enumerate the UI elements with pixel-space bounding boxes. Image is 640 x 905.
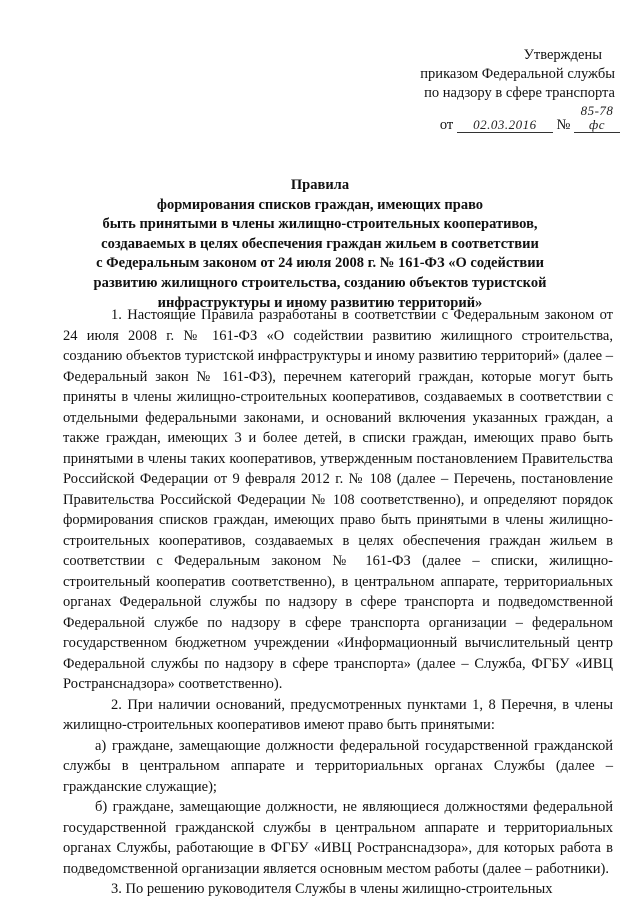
paragraph-2b: б) граждане, замещающие должности, не являющиеся должностями федеральной государственной гражданской службы в центральном аппарате и территориальных органах Службы, работающие в ФГБУ «ИВЦ Ространснадзора», для которых работа в подведомственной организации является основным местом работы (далее – работники).: [63, 799, 613, 877]
paragraph-1: 1. Настоящие Правила разработаны в соответствии с Федеральным законом от 24 июля 2008 г. № 161-ФЗ «О содействии развитию жилищного строительства, созданию объектов туристской инфраструктуры и иному развитию территорий» (далее – Федеральный закон № 161-ФЗ), перечнем категорий граждан, которые могут быть приняты в члены жилищно-строительных кооперативов, создаваемых в соответствии с отдельными федеральными законами, и оснований включения указанных граждан, а также граждан, имеющих 3 и более детей, в списки граждан, имеющих право быть принятыми в члены таких кооперативов, утвержденным постановлением Правительства Российской Федерации от 9 февраля 2012 г. № 108 (далее – Перечень, постановление Правительства Российской Федерации № 108 соответственно), и определяют порядок формирования списков граждан, имеющих право быть принятыми в члены жилищно-строительных кооперативов, создаваемых в целях обеспечения граждан жильем в соответствии с Федеральным законом № 161-ФЗ (далее – списки, жилищно-строительный кооператив соответственно), в центральном аппарате, территориальных органах Федеральной службы по надзору в сфере транспорта и подведомственной Федеральной службе по надзору в сфере транспорта организации – федеральном государственном бюджетном учреждении «Информационный вычислительный центр Федеральной службы по надзору в сфере транспорта» (далее – Служба, ФГБУ «ИВЦ Ространснадзора» соответственно).: [63, 307, 613, 692]
handwritten-date: 02.03.2016: [457, 118, 553, 133]
approval-line-approved: Утверждены: [523, 47, 602, 63]
title-line: создаваемых в целях обеспечения граждан жильем в соответствии: [101, 235, 539, 252]
document-body: [63, 305, 613, 900]
approval-line-agency: по надзору в сфере транспорта: [424, 85, 615, 101]
date-prefix: от: [439, 117, 454, 133]
approval-stamp: [390, 46, 620, 135]
approval-date-number-line: [390, 104, 620, 135]
title-line: быть принятыми в члены жилищно-строительных кооперативов,: [102, 216, 538, 233]
number-prefix: №: [556, 117, 571, 133]
paragraph-2a: а) граждане, замещающие должности федеральной государственной гражданской службы в центральном аппарате и территориальных органах Службы (далее – гражданские служащие);: [63, 737, 613, 795]
title-line: с Федеральным законом от 24 июля 2008 г. № 161-ФЗ «О содействии: [96, 255, 544, 272]
document-title: [40, 176, 600, 313]
title-line: развитию жилищного строительства, созданию объектов туристской: [93, 274, 547, 291]
title-line: Правила: [290, 177, 350, 193]
title-line: инфраструктуры и иному развитию территорий»: [157, 294, 483, 311]
handwritten-number: 85-78 фс: [574, 104, 620, 133]
approval-line-order: приказом Федеральной службы: [420, 66, 615, 82]
title-line: формирования списков граждан, имеющих право: [156, 196, 484, 213]
paragraph-3: 3. По решению руководителя Службы в члены жилищно-строительных: [111, 881, 553, 897]
paragraph-2: 2. При наличии оснований, предусмотренных пунктами 1, 8 Перечня, в члены жилищно-строительных кооперативов имеют право быть принятыми:: [63, 696, 613, 733]
